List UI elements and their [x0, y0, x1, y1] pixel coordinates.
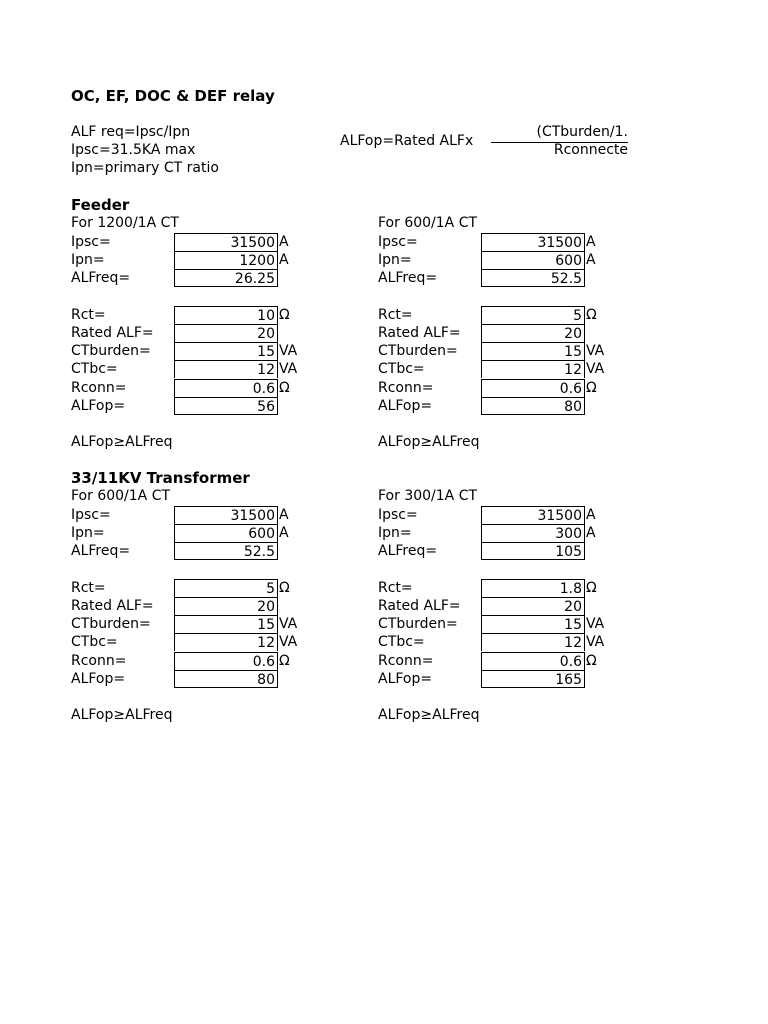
row-label: Ipsc=: [71, 507, 111, 523]
row-label: CTbc=: [71, 361, 118, 377]
unit-label: VA: [279, 361, 298, 377]
unit-label: Ω: [279, 380, 290, 396]
row-label: CTburden=: [378, 343, 458, 359]
value-cell[interactable]: 5: [481, 306, 585, 324]
value-cell[interactable]: 105: [481, 542, 585, 560]
unit-label: VA: [279, 634, 298, 650]
value-cell[interactable]: 20: [174, 324, 278, 342]
value-cell[interactable]: 12: [481, 360, 585, 378]
unit-label: A: [586, 234, 596, 250]
row-label: Rct=: [378, 580, 413, 596]
value-cell[interactable]: 12: [174, 633, 278, 651]
row-label: Ipn=: [71, 252, 105, 268]
unit-label: Ω: [279, 307, 290, 323]
value-cell[interactable]: 12: [174, 360, 278, 378]
value-cell[interactable]: 80: [481, 397, 585, 415]
value-cell[interactable]: 0.6: [174, 379, 278, 397]
row-label: Rated ALF=: [378, 325, 461, 341]
row-label: ALFop=: [71, 671, 126, 687]
unit-label: A: [586, 507, 596, 523]
value-cell[interactable]: 1200: [174, 251, 278, 269]
value-cell[interactable]: 300: [481, 524, 585, 542]
ct-panel-title: For 300/1A CT: [378, 488, 478, 505]
value-cell[interactable]: 15: [174, 342, 278, 360]
page-title: OC, EF, DOC & DEF relay: [71, 87, 275, 105]
value-cell[interactable]: 5: [174, 579, 278, 597]
value-cell[interactable]: 0.6: [174, 652, 278, 670]
unit-label: A: [586, 252, 596, 268]
unit-label: A: [279, 234, 289, 250]
row-label: Rconn=: [378, 653, 434, 669]
unit-label: Ω: [586, 380, 597, 396]
row-label: ALFop=: [378, 398, 433, 414]
row-label: CTburden=: [71, 616, 151, 632]
ct-panel-title: For 600/1A CT: [71, 488, 171, 505]
value-cell[interactable]: 600: [481, 251, 585, 269]
value-cell[interactable]: 31500: [174, 506, 278, 524]
value-cell[interactable]: 31500: [481, 233, 585, 251]
value-cell[interactable]: 20: [481, 597, 585, 615]
note-alf-req: ALF req=Ipsc/Ipn: [71, 124, 191, 140]
row-label: Rconn=: [71, 380, 127, 396]
row-label: CTbc=: [378, 361, 425, 377]
condition-check: ALFop≥ALFreq: [378, 434, 480, 450]
row-label: Rated ALF=: [71, 325, 154, 341]
row-label: ALFreq=: [71, 270, 131, 286]
row-label: Rated ALF=: [71, 598, 154, 614]
row-label: Rconn=: [71, 653, 127, 669]
section-heading: Feeder: [71, 196, 130, 214]
value-cell[interactable]: 31500: [174, 233, 278, 251]
ct-panel-title: For 1200/1A CT: [71, 215, 179, 232]
unit-label: VA: [279, 616, 298, 632]
row-label: Rconn=: [378, 380, 434, 396]
row-label: Ipsc=: [378, 507, 418, 523]
value-cell[interactable]: 15: [174, 615, 278, 633]
row-label: ALFreq=: [378, 270, 438, 286]
unit-label: Ω: [586, 653, 597, 669]
value-cell[interactable]: 31500: [481, 506, 585, 524]
row-label: Rated ALF=: [378, 598, 461, 614]
row-label: Rct=: [71, 580, 106, 596]
formula-denominator: Rconnecte: [553, 142, 628, 158]
unit-label: Ω: [586, 307, 597, 323]
row-label: Rct=: [378, 307, 413, 323]
section-heading: 33/11KV Transformer: [71, 469, 250, 487]
value-cell[interactable]: 12: [481, 633, 585, 651]
condition-check: ALFop≥ALFreq: [71, 434, 173, 450]
value-cell[interactable]: 15: [481, 342, 585, 360]
unit-label: Ω: [279, 580, 290, 596]
unit-label: VA: [586, 361, 605, 377]
row-label: CTburden=: [378, 616, 458, 632]
unit-label: Ω: [279, 653, 290, 669]
unit-label: VA: [586, 343, 605, 359]
row-label: Ipsc=: [71, 234, 111, 250]
value-cell[interactable]: 52.5: [481, 269, 585, 287]
row-label: Ipn=: [378, 252, 412, 268]
value-cell[interactable]: 1.8: [481, 579, 585, 597]
row-label: Rct=: [71, 307, 106, 323]
unit-label: A: [279, 252, 289, 268]
row-label: CTbc=: [378, 634, 425, 650]
value-cell[interactable]: 165: [481, 670, 585, 688]
condition-check: ALFop≥ALFreq: [378, 707, 480, 723]
value-cell[interactable]: 600: [174, 524, 278, 542]
value-cell[interactable]: 52.5: [174, 542, 278, 560]
value-cell[interactable]: 0.6: [481, 379, 585, 397]
row-label: ALFop=: [378, 671, 433, 687]
unit-label: VA: [279, 343, 298, 359]
row-label: ALFop=: [71, 398, 126, 414]
note-ipn: Ipn=primary CT ratio: [71, 160, 219, 176]
value-cell[interactable]: 20: [174, 597, 278, 615]
row-label: CTburden=: [71, 343, 151, 359]
ct-panel-title: For 600/1A CT: [378, 215, 478, 232]
formula-numerator: (CTburden/1.: [536, 124, 628, 140]
value-cell[interactable]: 56: [174, 397, 278, 415]
row-label: ALFreq=: [71, 543, 131, 559]
value-cell[interactable]: 15: [481, 615, 585, 633]
condition-check: ALFop≥ALFreq: [71, 707, 173, 723]
row-label: Ipsc=: [378, 234, 418, 250]
row-label: Ipn=: [71, 525, 105, 541]
unit-label: VA: [586, 616, 605, 632]
row-label: ALFreq=: [378, 543, 438, 559]
value-cell[interactable]: 0.6: [481, 652, 585, 670]
unit-label: A: [279, 507, 289, 523]
value-cell[interactable]: 10: [174, 306, 278, 324]
formula-lhs: ALFop=Rated ALFx: [340, 133, 474, 149]
row-label: Ipn=: [378, 525, 412, 541]
unit-label: VA: [586, 634, 605, 650]
unit-label: A: [279, 525, 289, 541]
note-ipsc: Ipsc=31.5KA max: [71, 142, 196, 158]
row-label: CTbc=: [71, 634, 118, 650]
value-cell[interactable]: 26.25: [174, 269, 278, 287]
value-cell[interactable]: 20: [481, 324, 585, 342]
value-cell[interactable]: 80: [174, 670, 278, 688]
unit-label: A: [586, 525, 596, 541]
unit-label: Ω: [586, 580, 597, 596]
